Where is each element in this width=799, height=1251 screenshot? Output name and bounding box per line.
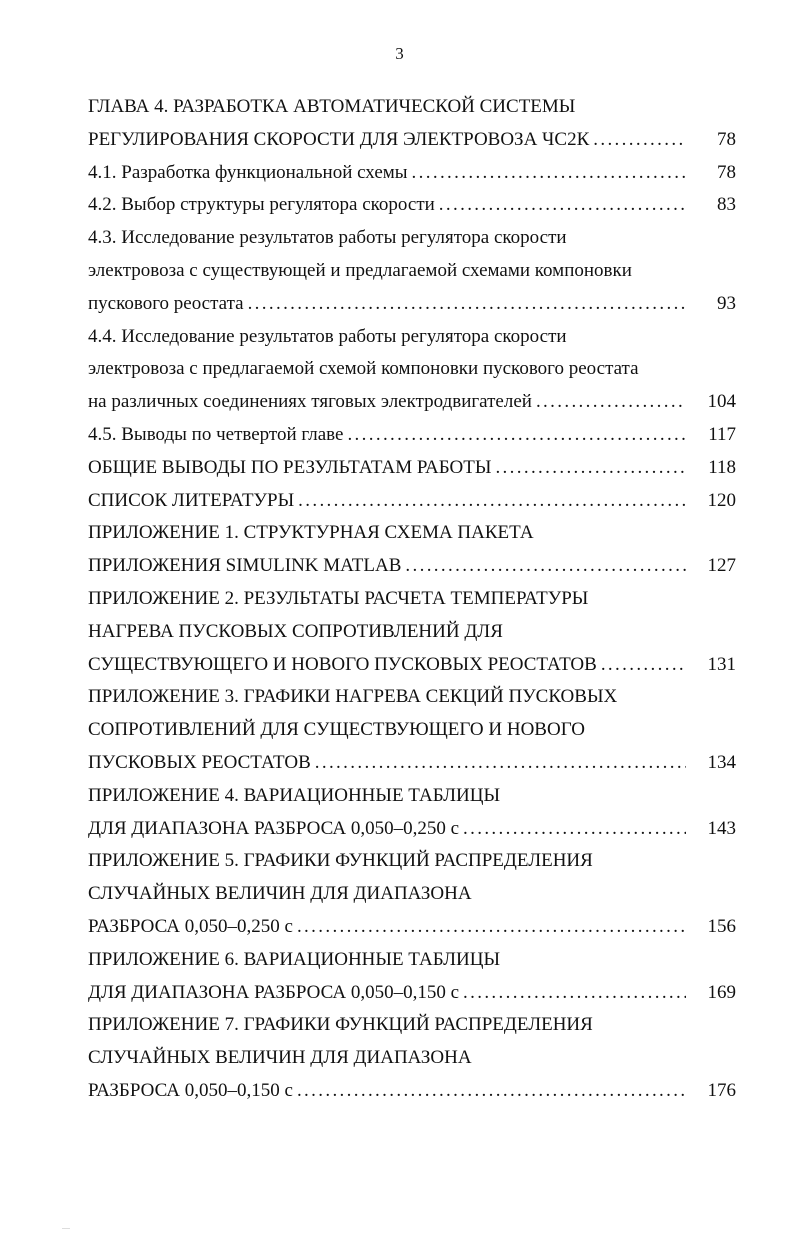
toc-entry-last-line	[88, 911, 748, 944]
toc-entry-text: СОПРОТИВЛЕНИЙ ДЛЯ СУЩЕСТВУЮЩЕГО И НОВОГО	[88, 719, 585, 741]
toc-page-number: 104	[707, 391, 736, 413]
toc-entry-text: ПРИЛОЖЕНИЕ 7. ГРАФИКИ ФУНКЦИЙ РАСПРЕДЕЛЕНИЯ	[88, 1014, 593, 1036]
toc-entry-last-line	[88, 189, 748, 222]
toc-leader-dots	[412, 157, 686, 190]
toc-entry-line	[88, 780, 748, 813]
toc-entry-text: ПРИЛОЖЕНИЕ 3. ГРАФИКИ НАГРЕВА СЕКЦИЙ ПУСКОВЫХ	[88, 686, 618, 708]
toc-entry-text: электровоза с существующей и предлагаемой схемами компоновки	[88, 259, 632, 281]
toc-leader-dots	[601, 649, 686, 682]
toc-entry-line	[88, 845, 748, 878]
toc-entry-last-line	[88, 649, 748, 682]
toc-entry-last-line	[88, 747, 748, 780]
toc-leader-dots	[297, 1075, 686, 1108]
toc-entry-last-line	[88, 485, 748, 518]
table-of-contents	[88, 91, 748, 1108]
toc-entry-text: 4.4. Исследование результатов работы регулятора скорости	[88, 325, 567, 347]
toc-entry-line	[88, 878, 748, 911]
toc-leader-dots	[463, 813, 686, 846]
toc-entry-last-line	[88, 124, 748, 157]
toc-entry-line	[88, 1009, 748, 1042]
toc-entry-line	[88, 583, 748, 616]
toc-entry[interactable]	[88, 517, 748, 583]
toc-entry-line	[88, 944, 748, 977]
toc-entry-line	[88, 714, 748, 747]
toc-entry[interactable]	[88, 944, 748, 1010]
toc-entry-text: 4.1. Разработка функциональной схемы	[88, 161, 408, 183]
toc-entry-text: ПРИЛОЖЕНИЕ 4. ВАРИАЦИОННЫЕ ТАБЛИЦЫ	[88, 784, 501, 806]
toc-leader-dots	[347, 419, 686, 452]
toc-entry-text: ОБЩИЕ ВЫВОДЫ ПО РЕЗУЛЬТАТАМ РАБОТЫ	[88, 456, 492, 478]
toc-entry[interactable]	[88, 189, 748, 222]
toc-entry-text: ПРИЛОЖЕНИЕ 6. ВАРИАЦИОННЫЕ ТАБЛИЦЫ	[88, 948, 501, 970]
toc-entry-text: электровоза с предлагаемой схемой компоновки пускового реостата	[88, 358, 639, 380]
scan-artifact	[62, 1228, 70, 1229]
toc-entry[interactable]	[88, 91, 748, 157]
toc-page-number: 117	[708, 423, 736, 445]
toc-entry-text: РАЗБРОСА 0,050–0,250 с	[88, 915, 293, 937]
toc-leader-dots	[536, 386, 686, 419]
toc-leader-dots	[439, 189, 686, 222]
toc-entry[interactable]	[88, 1009, 748, 1107]
toc-entry-text: ПРИЛОЖЕНИЕ 5. ГРАФИКИ ФУНКЦИЙ РАСПРЕДЕЛЕНИЯ	[88, 850, 593, 872]
toc-entry-line	[88, 681, 748, 714]
toc-page-number: 127	[707, 555, 736, 577]
toc-entry-line	[88, 222, 748, 255]
toc-entry-text: 4.3. Исследование результатов работы регулятора скорости	[88, 227, 567, 249]
toc-entry[interactable]	[88, 485, 748, 518]
toc-page-number: 131	[707, 653, 736, 675]
toc-leader-dots	[495, 452, 686, 485]
toc-entry-last-line	[88, 813, 748, 846]
toc-page-number: 120	[707, 489, 736, 511]
toc-entry-text: на различных соединениях тяговых электродвигателей	[88, 391, 532, 413]
toc-page-number: 78	[717, 128, 736, 150]
toc-entry[interactable]	[88, 157, 748, 190]
toc-entry-line	[88, 321, 748, 354]
toc-page-number: 134	[707, 751, 736, 773]
toc-entry-last-line	[88, 288, 748, 321]
toc-page-number: 176	[707, 1079, 736, 1101]
toc-page-number: 118	[708, 456, 736, 478]
toc-entry-line	[88, 616, 748, 649]
toc-page-number: 78	[717, 161, 736, 183]
toc-entry-text: 4.5. Выводы по четвертой главе	[88, 423, 344, 445]
toc-entry-text: ДЛЯ ДИАПАЗОНА РАЗБРОСА 0,050–0,150 с	[88, 981, 460, 1003]
toc-entry-line	[88, 517, 748, 550]
toc-entry-last-line	[88, 550, 748, 583]
toc-entry[interactable]	[88, 452, 748, 485]
toc-entry-text: СПИСОК ЛИТЕРАТУРЫ	[88, 489, 295, 511]
toc-page-number: 143	[707, 817, 736, 839]
toc-entry[interactable]	[88, 845, 748, 943]
page-number: 3	[395, 44, 404, 63]
toc-leader-dots	[297, 911, 686, 944]
toc-entry-line	[88, 91, 748, 124]
toc-entry-text: ПРИЛОЖЕНИЕ 1. СТРУКТУРНАЯ СХЕМА ПАКЕТА	[88, 522, 534, 544]
toc-entry-text: РАЗБРОСА 0,050–0,150 с	[88, 1079, 293, 1101]
toc-entry-line	[88, 255, 748, 288]
toc-entry-text: НАГРЕВА ПУСКОВЫХ СОПРОТИВЛЕНИЙ ДЛЯ	[88, 620, 503, 642]
toc-leader-dots	[593, 124, 686, 157]
toc-entry-text: ПУСКОВЫХ РЕОСТАТОВ	[88, 751, 311, 773]
toc-entry[interactable]	[88, 681, 748, 779]
toc-entry-last-line	[88, 452, 748, 485]
toc-entry-last-line	[88, 157, 748, 190]
toc-entry-text: 4.2. Выбор структуры регулятора скорости	[88, 194, 435, 216]
toc-entry-last-line	[88, 1075, 748, 1108]
toc-entry-text: СЛУЧАЙНЫХ ВЕЛИЧИН ДЛЯ ДИАПАЗОНА	[88, 1047, 472, 1069]
toc-leader-dots	[298, 485, 686, 518]
toc-entry-line	[88, 353, 748, 386]
toc-entry[interactable]	[88, 321, 748, 419]
toc-entry[interactable]	[88, 780, 748, 846]
toc-leader-dots	[248, 288, 686, 321]
toc-entry-text: ПРИЛОЖЕНИЕ 2. РЕЗУЛЬТАТЫ РАСЧЕТА ТЕМПЕРАТУРЫ	[88, 587, 589, 609]
toc-entry-last-line	[88, 386, 748, 419]
toc-page-number: 169	[707, 981, 736, 1003]
toc-entry-text: ПРИЛОЖЕНИЯ SIMULINK MATLAB	[88, 555, 402, 577]
toc-leader-dots	[315, 747, 686, 780]
toc-entry[interactable]	[88, 222, 748, 320]
toc-entry-text: РЕГУЛИРОВАНИЯ СКОРОСТИ ДЛЯ ЭЛЕКТРОВОЗА ЧС2К	[88, 128, 590, 150]
toc-entry-text: ДЛЯ ДИАПАЗОНА РАЗБРОСА 0,050–0,250 с	[88, 817, 460, 839]
toc-entry-last-line	[88, 977, 748, 1010]
toc-leader-dots	[463, 977, 686, 1010]
toc-page-number: 156	[707, 915, 736, 937]
toc-entry-text: ГЛАВА 4. РАЗРАБОТКА АВТОМАТИЧЕСКОЙ СИСТЕМЫ	[88, 96, 576, 117]
toc-entry-text: СЛУЧАЙНЫХ ВЕЛИЧИН ДЛЯ ДИАПАЗОНА	[88, 883, 472, 905]
toc-entry-text: СУЩЕСТВУЮЩЕГО И НОВОГО ПУСКОВЫХ РЕОСТАТОВ	[88, 653, 597, 675]
toc-entry-line	[88, 1042, 748, 1075]
toc-leader-dots	[405, 550, 686, 583]
toc-entry-text: пускового реостата	[88, 292, 244, 314]
toc-entry[interactable]	[88, 419, 748, 452]
toc-page-number: 93	[717, 292, 736, 314]
toc-page-number: 83	[717, 194, 736, 216]
toc-entry-last-line	[88, 419, 748, 452]
toc-entry[interactable]	[88, 583, 748, 681]
